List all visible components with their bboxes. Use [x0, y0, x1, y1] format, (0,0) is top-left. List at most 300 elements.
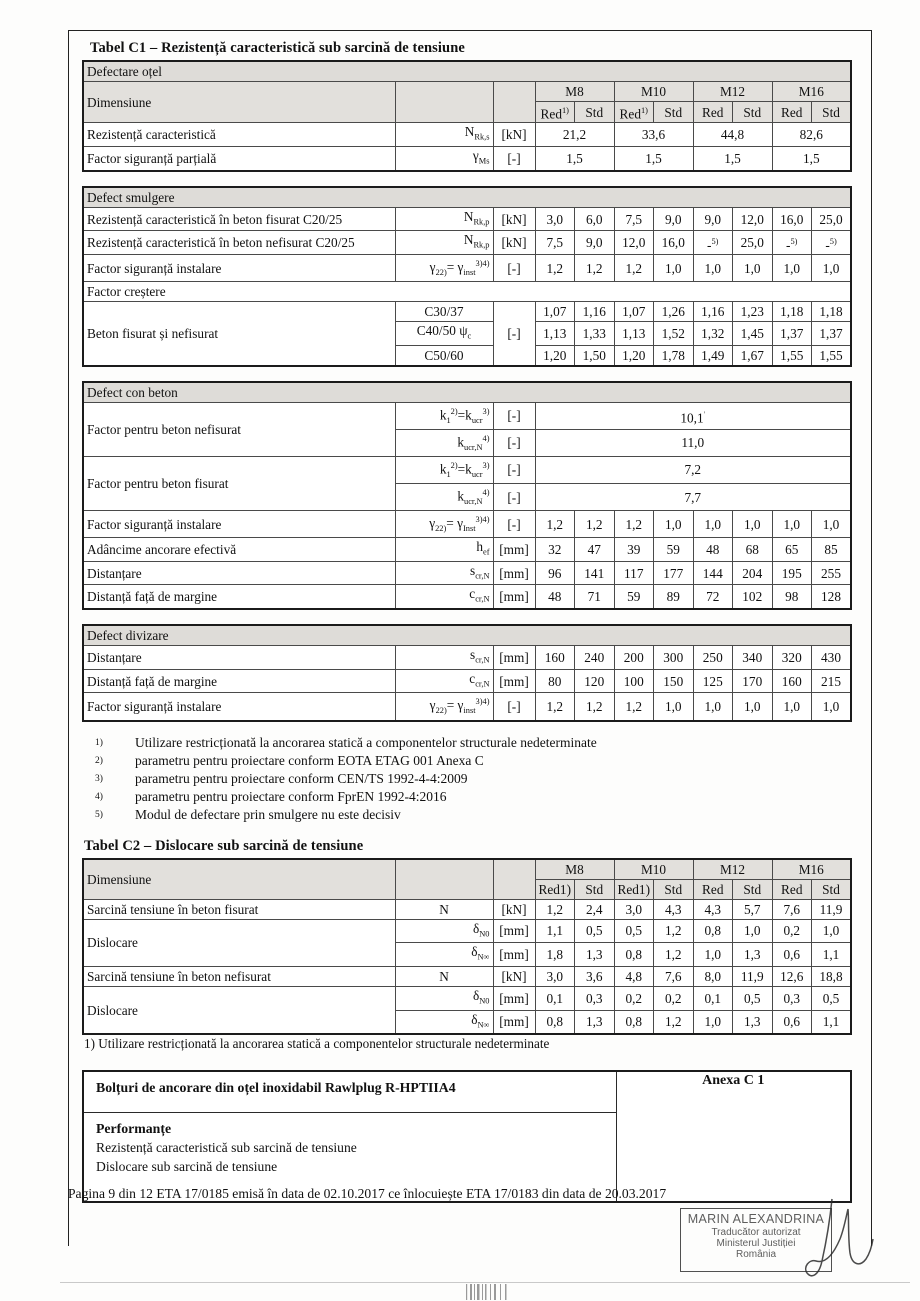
- row-symbol: $\delta_{N\infty}$: [395, 943, 493, 967]
- section-header-label: Defect con beton: [83, 382, 851, 403]
- cell-value: 2,4: [575, 899, 615, 919]
- cell-value: 1,16: [575, 302, 615, 322]
- cell-value: 0,8: [693, 919, 733, 943]
- table-row: [83, 899, 851, 919]
- cell-value: 39: [614, 538, 654, 562]
- cell-value: 1,0: [693, 1010, 733, 1034]
- cell-value: 1,1: [812, 943, 852, 967]
- cell-value: 1,0: [693, 943, 733, 967]
- cell-value: 1,49: [693, 345, 733, 366]
- cell-value: 1,45: [733, 322, 773, 346]
- cell-value: 0,1: [535, 986, 575, 1010]
- size-header-m12: M12: [693, 82, 772, 102]
- row-unit: [kN]: [493, 899, 535, 919]
- cell-value: 89: [654, 585, 694, 609]
- row-unit: [-]: [493, 255, 535, 282]
- stamp-role: Traducător autorizat: [711, 1227, 801, 1238]
- cell-value: 9,0: [693, 207, 733, 231]
- cell-value: 80: [535, 669, 575, 693]
- row-label: Adâncime ancorare efectivă: [83, 538, 395, 562]
- cell-value: 300: [654, 646, 694, 670]
- row-symbol: $\gamma_{22)}= \gamma_{Inst}^{3)4)}$: [395, 511, 493, 538]
- row-symbol: $\gamma_{22)}= \gamma_{inst}^{3)4)}$: [395, 693, 493, 721]
- row-unit: [-]: [493, 484, 535, 511]
- list-item: [82, 770, 857, 788]
- cell-value: 1,37: [772, 322, 812, 346]
- row-label: Factor pentru beton fisurat: [83, 456, 395, 510]
- cell-value: 100: [614, 669, 654, 693]
- list-item: [82, 788, 857, 806]
- cell-value: 18,8: [812, 966, 852, 986]
- cell-value: 1,13: [535, 322, 575, 346]
- row-label: Distanță față de margine: [83, 585, 395, 609]
- row-label: Dislocare: [83, 986, 395, 1034]
- cell-value: 0,2: [654, 986, 694, 1010]
- footnote-marker: 3): [95, 773, 103, 784]
- cell-value: 102: [733, 585, 773, 609]
- scan-edge-line: [60, 1282, 910, 1283]
- cell-value: 117: [614, 561, 654, 585]
- cell-value: 1,20: [614, 345, 654, 366]
- cell-value: 320: [772, 646, 812, 670]
- footnotes-list: [82, 734, 857, 824]
- cell-value: 0,5: [575, 919, 615, 943]
- cell-value: 71: [575, 585, 615, 609]
- cell-value: 47: [575, 538, 615, 562]
- cell-value: 7,2: [535, 456, 851, 483]
- size-header-m10: M10: [614, 82, 693, 102]
- cell-value: 204: [733, 561, 773, 585]
- row-label: Rezistență caracteristică în beton fisurat C20/25: [83, 207, 395, 231]
- row-label: Rezistență caracteristică: [83, 123, 395, 147]
- cell-value: 48: [693, 538, 733, 562]
- subcol-header: Std: [733, 879, 773, 899]
- cell-value: 1,3: [575, 1010, 615, 1034]
- cell-value: 48: [535, 585, 575, 609]
- cell-value: 250: [693, 646, 733, 670]
- cell-value: 1,20: [535, 345, 575, 366]
- cell-value: 1,16: [693, 302, 733, 322]
- cell-value: 0,2: [772, 919, 812, 943]
- row-symbol: $\gamma_{22)}= \gamma_{inst}^{3)4)}$: [395, 255, 493, 282]
- section-header-concrete-cone: [83, 382, 851, 403]
- subcol-header: Red1): [614, 879, 654, 899]
- unit-header-cell: [493, 859, 535, 900]
- footnote-marker: 4): [95, 791, 103, 802]
- subcol-header: Red1): [535, 879, 575, 899]
- table-row: [83, 646, 851, 670]
- cell-value: 59: [614, 585, 654, 609]
- cell-value: 125: [693, 669, 733, 693]
- footnote-text: parametru pentru proiectare conform CEN/TS 1992-4-4:2009: [135, 770, 468, 786]
- stamp-name: MARIN ALEXANDRINA: [687, 1212, 825, 1226]
- cell-value: 0,3: [772, 986, 812, 1010]
- cell-value: 1,0: [693, 693, 733, 721]
- table-c1-splitting-failure: [82, 624, 852, 721]
- table-row: [83, 207, 851, 231]
- cell-value: 1,2: [614, 511, 654, 538]
- dimension-label: Dimensiune: [83, 859, 395, 900]
- cell-value: 170: [733, 669, 773, 693]
- footnote-text: Modul de defectare prin smulgere nu este decisiv: [135, 806, 401, 822]
- cell-value: 1,0: [733, 511, 773, 538]
- cell-value: 1,0: [693, 255, 733, 282]
- cell-value: 25,0: [733, 231, 773, 255]
- cell-value: 4,8: [614, 966, 654, 986]
- row-unit: [mm]: [493, 1010, 535, 1034]
- table-row: [83, 693, 851, 721]
- cell-value: 1,0: [733, 693, 773, 721]
- row-unit: [kN]: [493, 231, 535, 255]
- table-row: [83, 255, 851, 282]
- cell-value: 0,8: [614, 943, 654, 967]
- cell-value: 96: [535, 561, 575, 585]
- subcol-header: Red: [772, 102, 812, 123]
- cell-value: 0,1: [693, 986, 733, 1010]
- cell-value: 1,3: [575, 943, 615, 967]
- row-label: Rezistență caracteristică în beton nefisurat C20/25: [83, 231, 395, 255]
- cell-value: 1,0: [812, 693, 852, 721]
- cell-value: 1,0: [733, 919, 773, 943]
- size-header-m16: M16: [772, 82, 851, 102]
- row-unit: [mm]: [493, 669, 535, 693]
- cell-value: 1,0: [654, 511, 694, 538]
- size-header-m12: M12: [693, 859, 772, 880]
- row-symbol: $s_{cr,N}$: [395, 561, 493, 585]
- subcol-header: Red: [693, 879, 733, 899]
- cell-value: 12,6: [772, 966, 812, 986]
- row-symbol: $s_{cr,N}$: [395, 646, 493, 670]
- cell-value: 1,2: [654, 919, 694, 943]
- cell-value: 1,18: [772, 302, 812, 322]
- cell-value: 8,0: [693, 966, 733, 986]
- list-item: [82, 734, 857, 752]
- row-label: Distanțare: [83, 561, 395, 585]
- cell-value: 25,0: [812, 207, 852, 231]
- cell-value: 1,50: [575, 345, 615, 366]
- cell-value: 1,1: [535, 919, 575, 943]
- section-header-pullout: [83, 187, 851, 208]
- cell-value: -$^{5)}$: [812, 231, 852, 255]
- size-header-m8: M8: [535, 859, 614, 880]
- cell-value: 430: [812, 646, 852, 670]
- cell-value: 195: [772, 561, 812, 585]
- cell-value: 1,3: [733, 943, 773, 967]
- cell-value: 1,2: [535, 511, 575, 538]
- row-label: Distanță față de margine: [83, 669, 395, 693]
- growth-row-label: Beton fisurat și nefisurat: [83, 302, 395, 366]
- cell-value: 1,2: [654, 943, 694, 967]
- row-label: Factor siguranță instalare: [83, 693, 395, 721]
- product-info-box: [82, 1070, 852, 1203]
- cell-value: 10,1': [535, 402, 851, 429]
- row-symbol: $\delta_{N0}$: [395, 986, 493, 1010]
- row-label: Dislocare: [83, 919, 395, 966]
- table-row: [83, 919, 851, 943]
- cell-value: 12,0: [733, 207, 773, 231]
- table-row: [83, 538, 851, 562]
- dimension-label: Dimensiune: [83, 82, 395, 123]
- concrete-grade: C30/37: [395, 302, 493, 322]
- cell-value: 0,5: [812, 986, 852, 1010]
- cell-value: 1,07: [614, 302, 654, 322]
- table-row: [83, 123, 851, 147]
- concrete-grade: C50/60: [395, 345, 493, 366]
- spacer-cell: [395, 82, 493, 123]
- footnote-marker: 1): [95, 737, 103, 748]
- section-header-label: Defectare oțel: [83, 61, 851, 82]
- performance-line: Dislocare sub sarcină de tensiune: [96, 1159, 278, 1175]
- cell-value: 1,5: [772, 147, 851, 171]
- row-unit: [mm]: [493, 986, 535, 1010]
- subcol-header: Red$^{1)}$: [535, 102, 575, 123]
- footnote-marker: 2): [95, 755, 103, 766]
- cell-value: 3,0: [535, 207, 575, 231]
- cell-value: 1,26: [654, 302, 694, 322]
- table-row-dimension-header: [83, 859, 851, 880]
- table-c1-concrete-cone-failure: [82, 381, 852, 610]
- row-unit: [-]: [493, 147, 535, 171]
- cell-value: 1,37: [812, 322, 852, 346]
- cell-value: 215: [812, 669, 852, 693]
- row-symbol: N: [395, 899, 493, 919]
- cell-value: 12,0: [614, 231, 654, 255]
- cell-value: 1,5: [693, 147, 772, 171]
- cell-value: 32: [535, 538, 575, 562]
- row-symbol: $\gamma_{Ms}$: [395, 147, 493, 171]
- subcol-header: Std: [812, 102, 852, 123]
- cell-value: 340: [733, 646, 773, 670]
- cell-value: 82,6: [772, 123, 851, 147]
- cell-value: 240: [575, 646, 615, 670]
- cell-value: 150: [654, 669, 694, 693]
- table-row: [83, 302, 851, 322]
- page-footer-text: Pagina 9 din 12 ETA 17/0185 emisă în data de 02.10.2017 ce înlocuiește ETA 17/0183 din data de 20.03.2017: [68, 1186, 667, 1201]
- row-unit: [-]: [493, 429, 535, 456]
- list-item: [82, 752, 857, 770]
- cell-value: 0,6: [772, 943, 812, 967]
- cell-value: 1,52: [654, 322, 694, 346]
- row-symbol: $c_{cr,N}$: [395, 585, 493, 609]
- row-label: Factor siguranță instalare: [83, 255, 395, 282]
- cell-value: 0,5: [614, 919, 654, 943]
- table-c2-title: Tabel C2 – Dislocare sub sarcină de tensiune: [84, 837, 364, 854]
- row-symbol: $k_1^{2)}=k_{ucr}^{3)}$: [395, 456, 493, 483]
- footnote-text: parametru pentru proiectare conform FprEN 1992-4:2016: [135, 788, 447, 804]
- cell-value: 0,8: [535, 1010, 575, 1034]
- section-header-steel: [83, 61, 851, 82]
- cell-value: 59: [654, 538, 694, 562]
- cell-value: 1,2: [654, 1010, 694, 1034]
- cell-value: 98: [772, 585, 812, 609]
- cell-value: 9,0: [654, 207, 694, 231]
- subcol-header: Red$^{1)}$: [614, 102, 654, 123]
- row-symbol: $k_{ucr,N}^{4)}$: [395, 429, 493, 456]
- table-row-growth-header: [83, 282, 851, 302]
- cell-value: 1,0: [654, 255, 694, 282]
- section-header-label: Defect smulgere: [83, 187, 851, 208]
- table-c2-footnote: 1) Utilizare restricționată la ancorarea statică a componentelor structurale nedeterminate: [84, 1036, 550, 1052]
- cell-value: 1,2: [535, 693, 575, 721]
- cell-value: 9,0: [575, 231, 615, 255]
- cell-value: 1,78: [654, 345, 694, 366]
- cell-value: 3,6: [575, 966, 615, 986]
- spacer-cell: [395, 859, 493, 900]
- performance-line: Rezistență caracteristică sub sarcină de tensiune: [96, 1140, 357, 1156]
- subcol-header: Std: [654, 102, 694, 123]
- table-c1-title: Tabel C1 – Rezistență caracteristică sub sarcină de tensiune: [90, 40, 465, 56]
- table-row: [83, 986, 851, 1010]
- cell-value: 0,6: [772, 1010, 812, 1034]
- cell-value: 7,7: [535, 484, 851, 511]
- cell-value: 1,2: [535, 899, 575, 919]
- row-label: Sarcină tensiune în beton nefisurat: [83, 966, 395, 986]
- stamp-authority: Ministerul Justiției: [716, 1238, 796, 1249]
- cell-value: 1,0: [693, 511, 733, 538]
- row-unit: [-]: [493, 511, 535, 538]
- row-symbol: $k_{ucr,N}^{4)}$: [395, 484, 493, 511]
- row-unit: [mm]: [493, 919, 535, 943]
- row-unit: [mm]: [493, 646, 535, 670]
- row-unit: [kN]: [493, 207, 535, 231]
- table-row: [83, 966, 851, 986]
- footnote-marker: 5): [95, 809, 103, 820]
- concrete-grade: C40/50 $\psi_c$: [395, 322, 493, 346]
- section-header-label: Defect divizare: [83, 625, 851, 646]
- row-unit: [-]: [493, 693, 535, 721]
- cell-value: 1,1: [812, 1010, 852, 1034]
- stamp-country: România: [735, 1249, 777, 1260]
- cell-value: 11,9: [733, 966, 773, 986]
- cell-value: 11,9: [812, 899, 852, 919]
- row-unit: [-]: [493, 402, 535, 429]
- row-symbol: $N_{Rk,s}$: [395, 123, 493, 147]
- cell-value: 1,5: [535, 147, 614, 171]
- cell-value: 6,0: [575, 207, 615, 231]
- cell-value: 1,13: [614, 322, 654, 346]
- size-header-m16: M16: [772, 859, 851, 880]
- cell-value: 1,2: [535, 255, 575, 282]
- row-label: Sarcină tensiune în beton fisurat: [83, 899, 395, 919]
- list-item: [82, 806, 857, 824]
- subcol-header: Std: [575, 102, 615, 123]
- cell-value: 1,18: [812, 302, 852, 322]
- cell-value: 160: [535, 646, 575, 670]
- row-unit: [mm]: [493, 585, 535, 609]
- row-symbol: $c_{cr,N}$: [395, 669, 493, 693]
- cell-value: 1,55: [812, 345, 852, 366]
- row-symbol: $\delta_{N0}$: [395, 919, 493, 943]
- table-row: [83, 147, 851, 171]
- cell-value: 16,0: [654, 231, 694, 255]
- cell-value: 65: [772, 538, 812, 562]
- cell-value: 141: [575, 561, 615, 585]
- cell-value: 1,0: [772, 255, 812, 282]
- cell-value: 33,6: [614, 123, 693, 147]
- cell-value: 128: [812, 585, 852, 609]
- annex-label: Anexa C 1: [616, 1071, 851, 1202]
- cell-value: 44,8: [693, 123, 772, 147]
- cell-value: 1,3: [733, 1010, 773, 1034]
- footnote-text: parametru pentru proiectare conform EOTA ETAG 001 Anexa C: [135, 752, 484, 768]
- row-unit: [mm]: [493, 943, 535, 967]
- row-unit: [kN]: [493, 966, 535, 986]
- cell-value: 68: [733, 538, 773, 562]
- cell-value: 1,55: [772, 345, 812, 366]
- row-unit: [-]: [493, 456, 535, 483]
- cell-value: 1,2: [575, 255, 615, 282]
- section-header-splitting: [83, 625, 851, 646]
- row-symbol: N: [395, 966, 493, 986]
- cell-value: 1,2: [575, 693, 615, 721]
- row-unit: [-]: [493, 302, 535, 366]
- table-row: [83, 402, 851, 429]
- cell-value: 1,07: [535, 302, 575, 322]
- row-symbol: $N_{Rk,p}$: [395, 231, 493, 255]
- cell-value: 7,6: [654, 966, 694, 986]
- subcol-header: Std: [733, 102, 773, 123]
- row-symbol: $k_1^{2)}=k_{ucr}^{3)}$: [395, 402, 493, 429]
- cell-value: 7,6: [772, 899, 812, 919]
- cell-value: 1,0: [654, 693, 694, 721]
- row-label: Factor siguranță parțială: [83, 147, 395, 171]
- footnote-text: Utilizare restricționată la ancorarea statică a componentelor structurale nedeterminate: [135, 734, 597, 750]
- size-header-m10: M10: [614, 859, 693, 880]
- table-row: [83, 511, 851, 538]
- cell-value: 1,32: [693, 322, 733, 346]
- row-symbol: $\delta_{N\infty}$: [395, 1010, 493, 1034]
- row-unit: [mm]: [493, 538, 535, 562]
- cell-value: 7,5: [535, 231, 575, 255]
- table-row: [83, 1071, 851, 1113]
- cell-value: 1,2: [614, 255, 654, 282]
- scan-artifact-barcode: [460, 1284, 550, 1300]
- cell-value: 200: [614, 646, 654, 670]
- unit-header-cell: [493, 82, 535, 123]
- table-c2-displacement: [82, 858, 852, 1036]
- table-row-dimension-header: [83, 82, 851, 102]
- cell-value: 5,7: [733, 899, 773, 919]
- table-row: [83, 669, 851, 693]
- cell-value: 144: [693, 561, 733, 585]
- row-label: Distanțare: [83, 646, 395, 670]
- size-header-m8: M8: [535, 82, 614, 102]
- cell-value: 72: [693, 585, 733, 609]
- subcol-header: Std: [575, 879, 615, 899]
- subcol-header: Std: [654, 879, 694, 899]
- cell-value: 1,0: [812, 919, 852, 943]
- table-row: [83, 585, 851, 609]
- document-content: [82, 40, 857, 1203]
- cell-value: 0,8: [614, 1010, 654, 1034]
- cell-value: 1,2: [614, 693, 654, 721]
- subcol-header: Red: [772, 879, 812, 899]
- cell-value: 1,8: [535, 943, 575, 967]
- cell-value: 3,0: [614, 899, 654, 919]
- cell-value: 85: [812, 538, 852, 562]
- row-symbol: $h_{ef}$: [395, 538, 493, 562]
- row-symbol: $N_{Rk,p}$: [395, 207, 493, 231]
- product-title: Bolțuri de ancorare din oțel inoxidabil Rawlplug R-HPTIIA4: [83, 1071, 616, 1113]
- table-row: [83, 456, 851, 483]
- cell-value: 11,0: [535, 429, 851, 456]
- row-label: Factor siguranță instalare: [83, 511, 395, 538]
- cell-value: 7,5: [614, 207, 654, 231]
- table-c1-steel-failure: [82, 60, 852, 172]
- cell-value: 255: [812, 561, 852, 585]
- cell-value: 1,2: [575, 511, 615, 538]
- cell-value: 1,0: [772, 511, 812, 538]
